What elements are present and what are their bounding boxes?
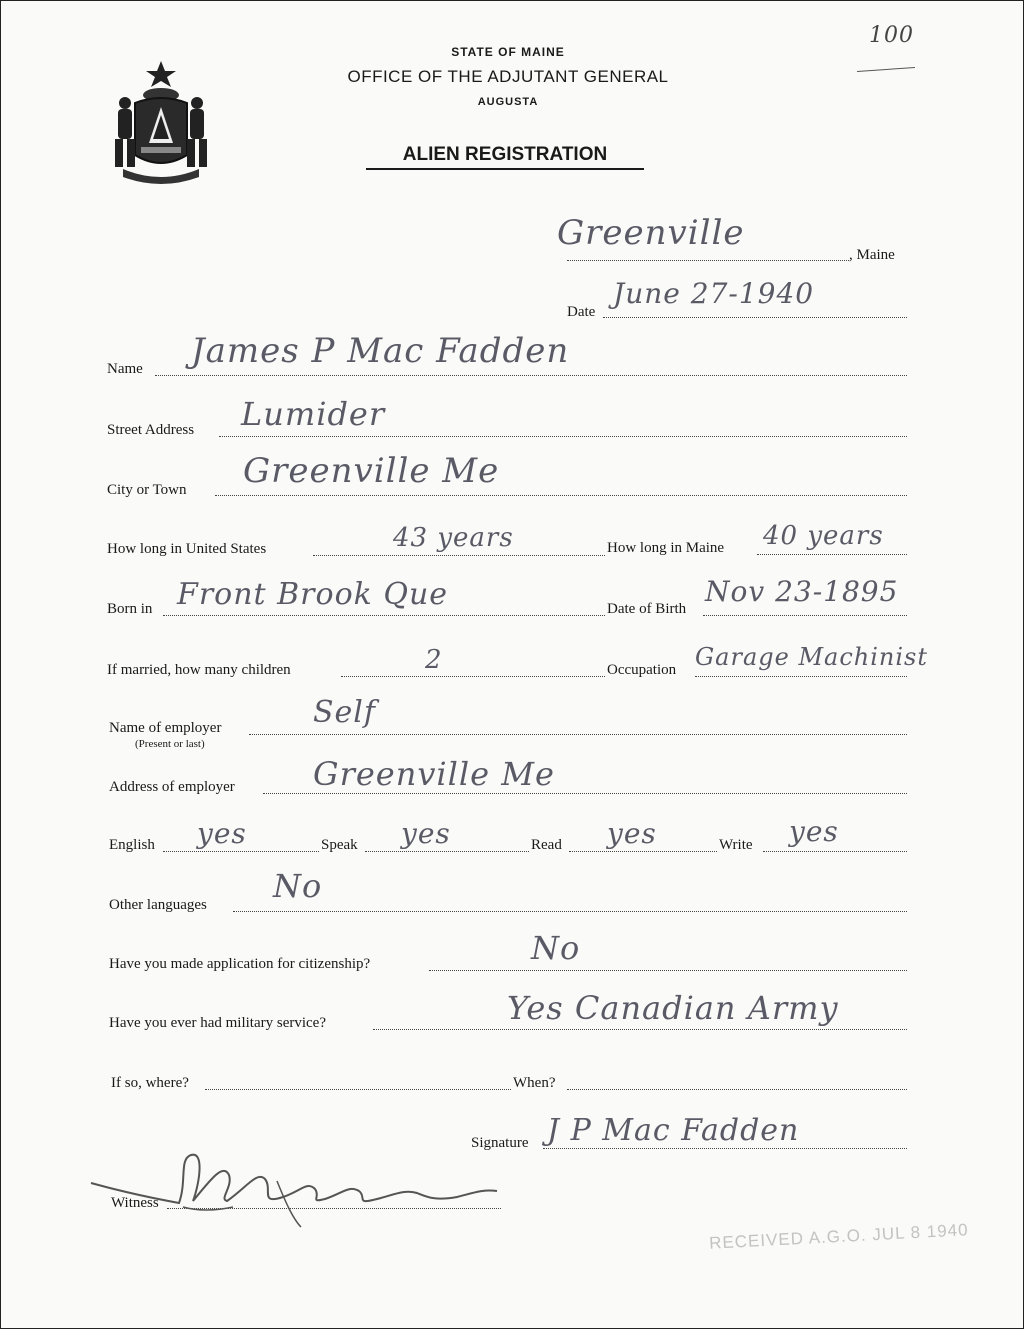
dob-value: Nov 23-1895 <box>705 575 899 608</box>
signature-value: J P Mac Fadden <box>547 1113 800 1148</box>
children-value: 2 <box>425 645 443 675</box>
street-value: Lumider <box>241 395 386 433</box>
name-value: James P Mac Fadden <box>191 331 570 371</box>
other-languages-label: Other languages <box>109 897 207 913</box>
when-label: When? <box>513 1075 556 1091</box>
dob-line <box>703 615 907 616</box>
how-long-us-value: 43 years <box>393 523 514 553</box>
where-label: If so, where? <box>111 1075 189 1091</box>
header-state: STATE OF MAINE <box>451 45 565 59</box>
how-long-maine-label: How long in Maine <box>607 540 725 556</box>
occupation-label: Occupation <box>607 662 677 678</box>
how-long-us-line <box>313 555 605 556</box>
employer-value: Self <box>313 695 377 730</box>
street-line <box>219 436 907 437</box>
received-stamp: RECEIVED A.G.O. JUL 8 1940 <box>708 1220 969 1253</box>
speak-line <box>365 851 529 852</box>
english-line <box>163 851 319 852</box>
corner-number: 100 <box>869 23 914 48</box>
born-in-value: Front Brook Que <box>177 577 449 612</box>
date-value: June 27-1940 <box>613 277 815 310</box>
citizenship-value: No <box>531 929 581 967</box>
name-label: Name <box>107 361 143 377</box>
witness-label: Witness <box>111 1195 159 1211</box>
city-label: City or Town <box>107 482 187 498</box>
when-line <box>567 1089 907 1090</box>
date-label: Date <box>567 304 596 320</box>
name-line <box>155 375 907 376</box>
occupation-line <box>695 676 907 677</box>
english-value: yes <box>197 817 247 850</box>
where-line <box>205 1089 511 1090</box>
signature-line <box>543 1148 907 1149</box>
english-label: English <box>109 837 155 853</box>
citizenship-label: Have you made application for citizenship? <box>109 956 371 972</box>
signature-label: Signature <box>471 1135 529 1151</box>
dob-label: Date of Birth <box>607 601 687 617</box>
citizenship-line <box>429 970 907 971</box>
military-label: Have you ever had military service? <box>109 1015 326 1031</box>
employer-line <box>249 734 907 735</box>
form-title: ALIEN REGISTRATION <box>366 144 644 170</box>
read-line <box>569 851 717 852</box>
place-line <box>567 260 849 261</box>
occupation-value: Garage Machinist <box>695 643 929 671</box>
how-long-maine-line <box>757 554 907 555</box>
speak-value: yes <box>401 817 451 850</box>
write-label: Write <box>719 837 753 853</box>
date-line <box>603 317 907 318</box>
how-long-maine-value: 40 years <box>763 521 884 551</box>
write-value: yes <box>789 815 839 848</box>
header-city: AUGUSTA <box>477 96 539 108</box>
military-value: Yes Canadian Army <box>507 989 839 1027</box>
employer-address-value: Greenville Me <box>313 755 555 793</box>
street-label: Street Address <box>107 422 195 438</box>
read-label: Read <box>531 837 562 853</box>
city-value: Greenville Me <box>243 451 500 491</box>
other-languages-value: No <box>273 867 323 905</box>
header-office: OFFICE OF THE ADJUTANT GENERAL <box>347 67 669 86</box>
read-value: yes <box>607 817 657 850</box>
witness-signature-scribble <box>87 1141 507 1231</box>
military-line <box>373 1029 907 1030</box>
place-suffix: , Maine <box>849 247 895 263</box>
born-in-line <box>163 615 605 616</box>
employer-address-label: Address of employer <box>109 779 235 795</box>
employer-address-line <box>263 793 907 794</box>
city-line <box>215 495 907 496</box>
place-value: Greenville <box>557 213 745 253</box>
other-languages-line <box>233 911 907 912</box>
children-line <box>341 676 605 677</box>
employer-label: Name of employer <box>109 720 222 736</box>
write-line <box>763 851 907 852</box>
employer-sublabel: (Present or last) <box>135 738 205 750</box>
born-in-label: Born in <box>107 601 153 617</box>
speak-label: Speak <box>321 837 358 853</box>
children-label: If married, how many children <box>107 662 291 678</box>
how-long-us-label: How long in United States <box>107 541 267 557</box>
